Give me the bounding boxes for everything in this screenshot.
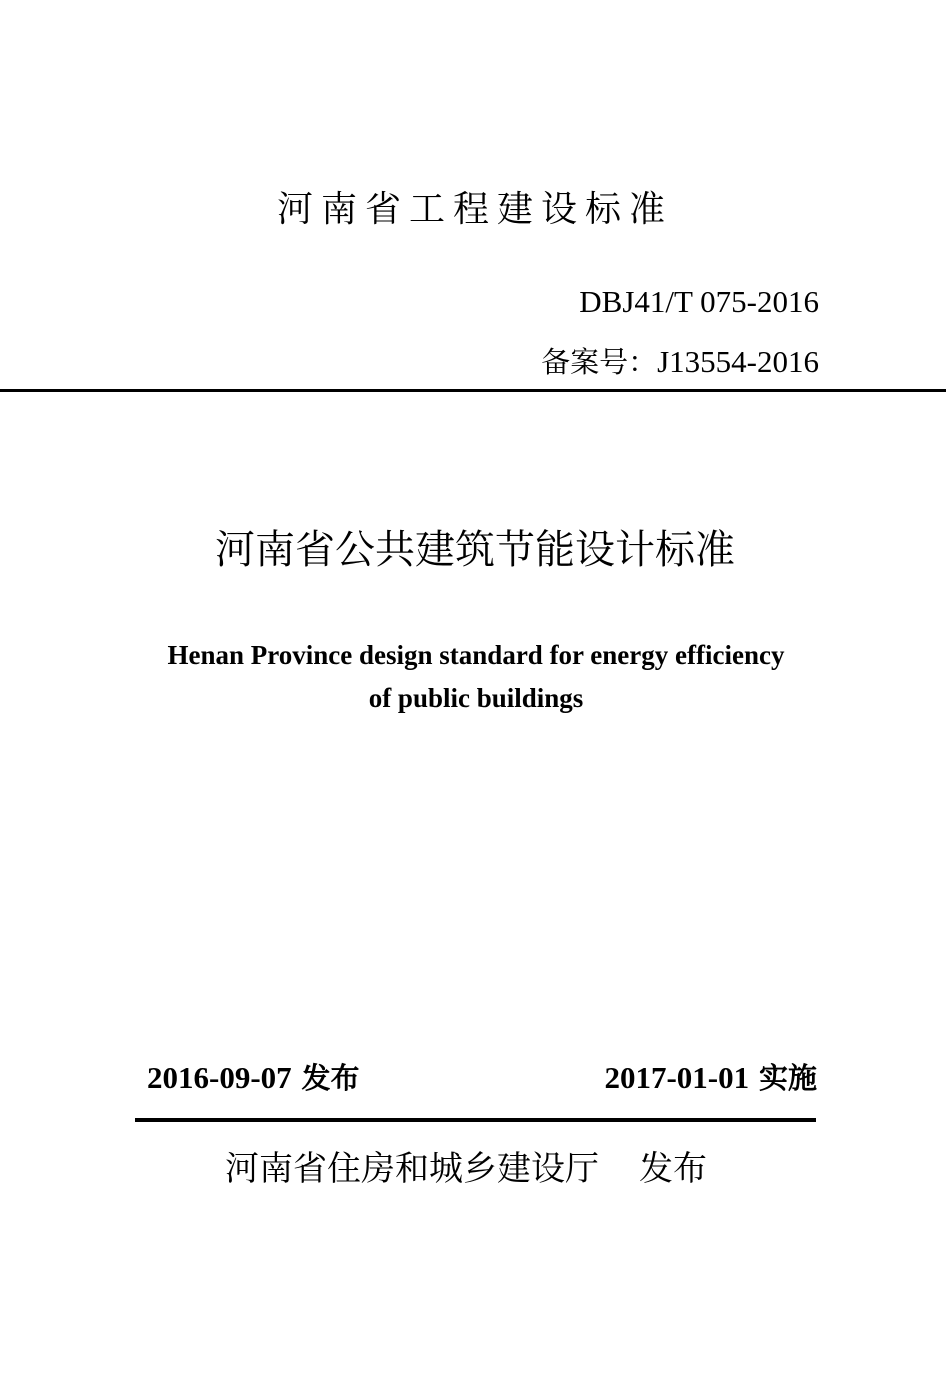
issuer-line: [0, 1144, 932, 1194]
record-number-value: J13554-2016: [657, 344, 819, 379]
issue-date: 2016-09-07: [147, 1060, 292, 1095]
record-number-label: 备案号：: [541, 345, 658, 379]
issuer-action: 发布: [639, 1149, 707, 1189]
footer-divider: [135, 1118, 816, 1122]
english-title-line-1: Henan Province design standard for energy efficiency: [167, 640, 785, 670]
record-number: [541, 340, 819, 384]
effective-label: 实施: [758, 1061, 817, 1095]
series-title: 河南省工程建设标准: [276, 189, 673, 230]
issuer-name: 河南省住房和城乡建设厅: [225, 1149, 599, 1189]
document-title-english: [0, 634, 950, 720]
issue-date-block: [147, 1056, 360, 1100]
standard-number: DBJ41/T 075-2016: [579, 284, 819, 319]
effective-date-block: [604, 1056, 817, 1100]
header-divider: [0, 389, 946, 392]
english-title-line-2: of public buildings: [368, 683, 584, 713]
effective-date: 2017-01-01: [604, 1060, 750, 1095]
document-title-chinese: 河南省公共建筑节能设计标准: [215, 527, 735, 573]
issue-label: 发布: [301, 1061, 360, 1095]
